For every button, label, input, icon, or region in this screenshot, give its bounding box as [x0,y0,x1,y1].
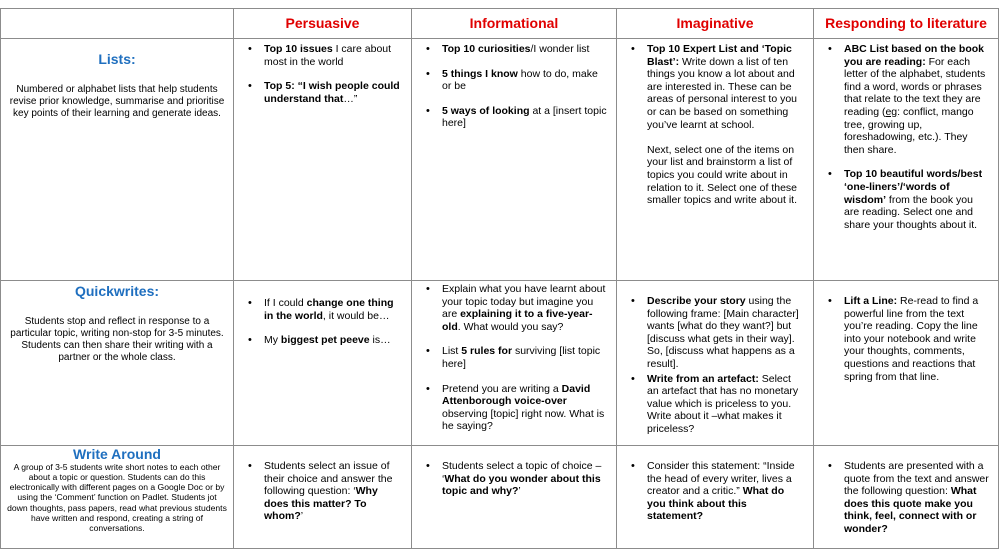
row-title-lists: Lists: [98,51,136,67]
cell-quickwrites-persuasive [234,281,412,446]
cell-lists-informational [412,39,617,281]
header-row [1,9,999,39]
list-item: • If I could change one thing in the world, it would be… [234,297,411,322]
list-item: • Lift a Line: Re-read to find a powerful line from the text you’re reading. Copy the line into your notebook and write your thoughts, comments, questions and reactions that spring from that line. [814,295,998,383]
col-header-literature: Responding to literature [814,9,999,39]
row-desc-lists: Numbered or alphabet lists that help students revise prior knowledge, summarise and prioritise key points of their learning and generate ideas. [9,83,225,119]
list-item: • Students are presented with a quote from the text and answer the following question: What does this quote make you think, feel, connect with or wonder? [814,460,998,536]
list-item: • Top 10 beautiful words/best ‘one-liners’/‘words of wisdom’ from the book you are reading. Select one and share your thoughts about it. [814,168,998,231]
list-item: • Top 5: “I wish people could understand that…” [234,80,411,105]
cell-lists-imaginative [617,39,814,281]
list-item: • Write from an artefact: Select an artefact that has no monetary value which is priceless to you. Write about it –what makes it priceless? [617,373,813,436]
list-item: • My biggest pet peeve is… [234,334,411,347]
list-item: • Students select an issue of their choice and answer the following question: ‘Why does this matter? To whom?’ [234,460,411,523]
list-item: • 5 things I know how to do, make or be [412,68,616,93]
row-title-quickwrites: Quickwrites: [74,283,160,299]
row-writearound [1,445,999,548]
col-header-informational: Informational [412,9,617,39]
list-item: • Top 10 curiosities/I wonder list [412,43,616,56]
cell-lists-persuasive [234,39,412,281]
cell-writearound-imaginative [617,445,814,548]
corner-cell [1,9,234,39]
writing-strategies-table [0,8,999,549]
list-item: • Top 10 issues I care about most in the world [234,43,411,68]
row-lists [1,39,999,281]
row-title-writearound: Write Around [73,445,161,462]
list-item: • 5 ways of looking at a [insert topic here] [412,105,616,130]
list-item: • Top 10 Expert List and ‘Topic Blast’: Write down a list of ten things you know a lot about and are interested in. These can be areas of personal interest to you or can be based on something you’ve learnt at school. Next, select one of the items on your list and brainstorm a list of topics you could write about in relation to it. Select one of these smaller topics and write about it. [617,43,813,207]
row-quickwrites [1,281,999,446]
list-item: • Pretend you are writing a David Attenborough voice-over observing [topic] right now. What is he saying? [412,383,616,433]
list-item: • Explain what you have learnt about your topic today but imagine you are explaining it to a five-year-old. What would you say? [412,283,616,333]
row-header-lists [1,39,234,281]
list-item: • Students select a topic of choice – ‘What do you wonder about this topic and why?’ [412,460,616,498]
cell-quickwrites-imaginative [617,281,814,446]
col-header-imaginative: Imaginative [617,9,814,39]
row-desc-writearound: A group of 3-5 students write short notes to each other about a topic or question. Students can do this electronically with different pages on a Google Doc or by using the ‘Comment’ function on Padlet. Students jot down thoughts, pass papers, read what previous students have written and respond, creating a string of conversations. [7,461,227,534]
list-item: • Consider this statement: “Inside the head of every writer, lives a creator and a critic.” What do you think about this statement? [617,460,813,523]
row-header-writearound [1,445,234,548]
list-item: • ABC List based on the book you are reading: For each letter of the alphabet, students find a word, words or phrases that relate to the text they are reading (eg: conflict, mango tree, growing up, foreshadowing, etc.). They then share. [814,43,998,156]
cell-writearound-informational [412,445,617,548]
cell-writearound-persuasive [234,445,412,548]
cell-lists-literature [814,39,999,281]
cell-writearound-literature [814,445,999,548]
cell-quickwrites-informational [412,281,617,446]
row-desc-quickwrites: Students stop and reflect in response to a particular topic, writing non-stop for 3-5 minutes. Students can then share their writing with a partner or the whole class. [10,315,224,363]
list-item: • Describe your story using the following frame: [Main character] wants [what do they want?] but [discuss what gets in their way]. So, [discuss what happens as a result]. [617,295,813,371]
list-item: • List 5 rules for surviving [list topic here] [412,345,616,370]
col-header-persuasive: Persuasive [234,9,412,39]
row-header-quickwrites [1,281,234,446]
cell-quickwrites-literature [814,281,999,446]
